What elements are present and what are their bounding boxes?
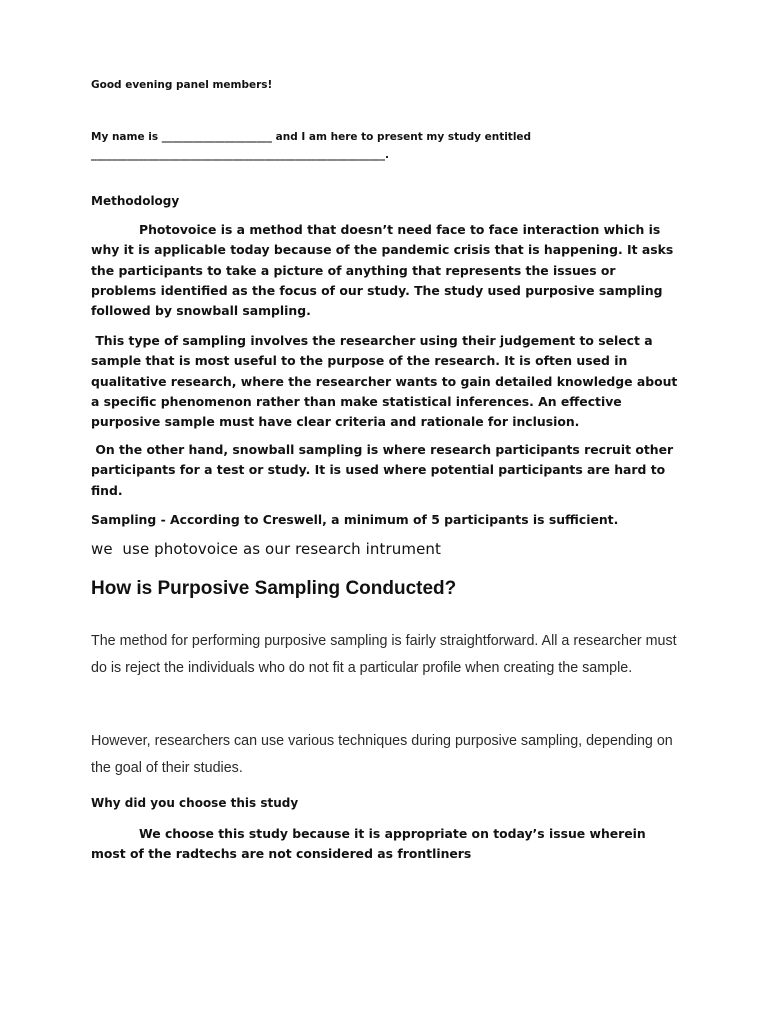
photovoice-paragraph: Photovoice is a method that doesn’t need face to face interaction which is why it is applicable today because of the pandemic crisis that is happening. It asks the participants to take a picture of anything that represents the issues or problems identified as the focus of our study. The study used purposive sampling followed by snowball sampling. [91, 222, 674, 319]
sampling-size-paragraph: Sampling - According to Creswell, a minimum of 5 participants is sufficient. [91, 512, 619, 527]
snowball-sampling-paragraph: On the other hand, snowball sampling is where research participants recruit other participants for a test or study. It is used where potential participants are hard to find. [91, 442, 678, 498]
purposive-method-paragraph: The method for performing purposive sampling is fairly straightforward. All a researcher must do is reject the individuals who do not fit a particular profile when creating the sample. [91, 633, 677, 676]
purposive-techniques-paragraph: However, researchers can use various techniques during purposive sampling, depending on the goal of their studies. [91, 733, 673, 776]
purposive-sampling-paragraph: This type of sampling involves the researcher using their judgement to select a sample that is most useful to the purpose of the research. It is often used in qualitative research, where the researcher wants to gain detailed knowledge about a specific phenomenon rather than make statistical inferences. An effective purposive sample must have clear criteria and rationale for inclusion. [91, 333, 682, 430]
document-page [91, 0, 681, 1024]
greeting-text: Good evening panel members! [91, 79, 273, 91]
methodology-heading: Methodology [91, 194, 180, 208]
research-instrument-text: we use photovoice as our research intrument [91, 540, 441, 558]
why-study-paragraph: We choose this study because it is appropriate on today’s issue wherein most of the radtechs are not considered as frontliners [91, 826, 646, 862]
intro-paragraph [91, 128, 681, 164]
intro-line-name: My name is _____________________ and I am here to present my study entitled [91, 131, 532, 143]
intro-line-title: ________________________________________________________. [91, 149, 389, 161]
purposive-sampling-heading: How is Purposive Sampling Conducted? [91, 578, 457, 599]
why-study-heading: Why did you choose this study [91, 796, 299, 810]
